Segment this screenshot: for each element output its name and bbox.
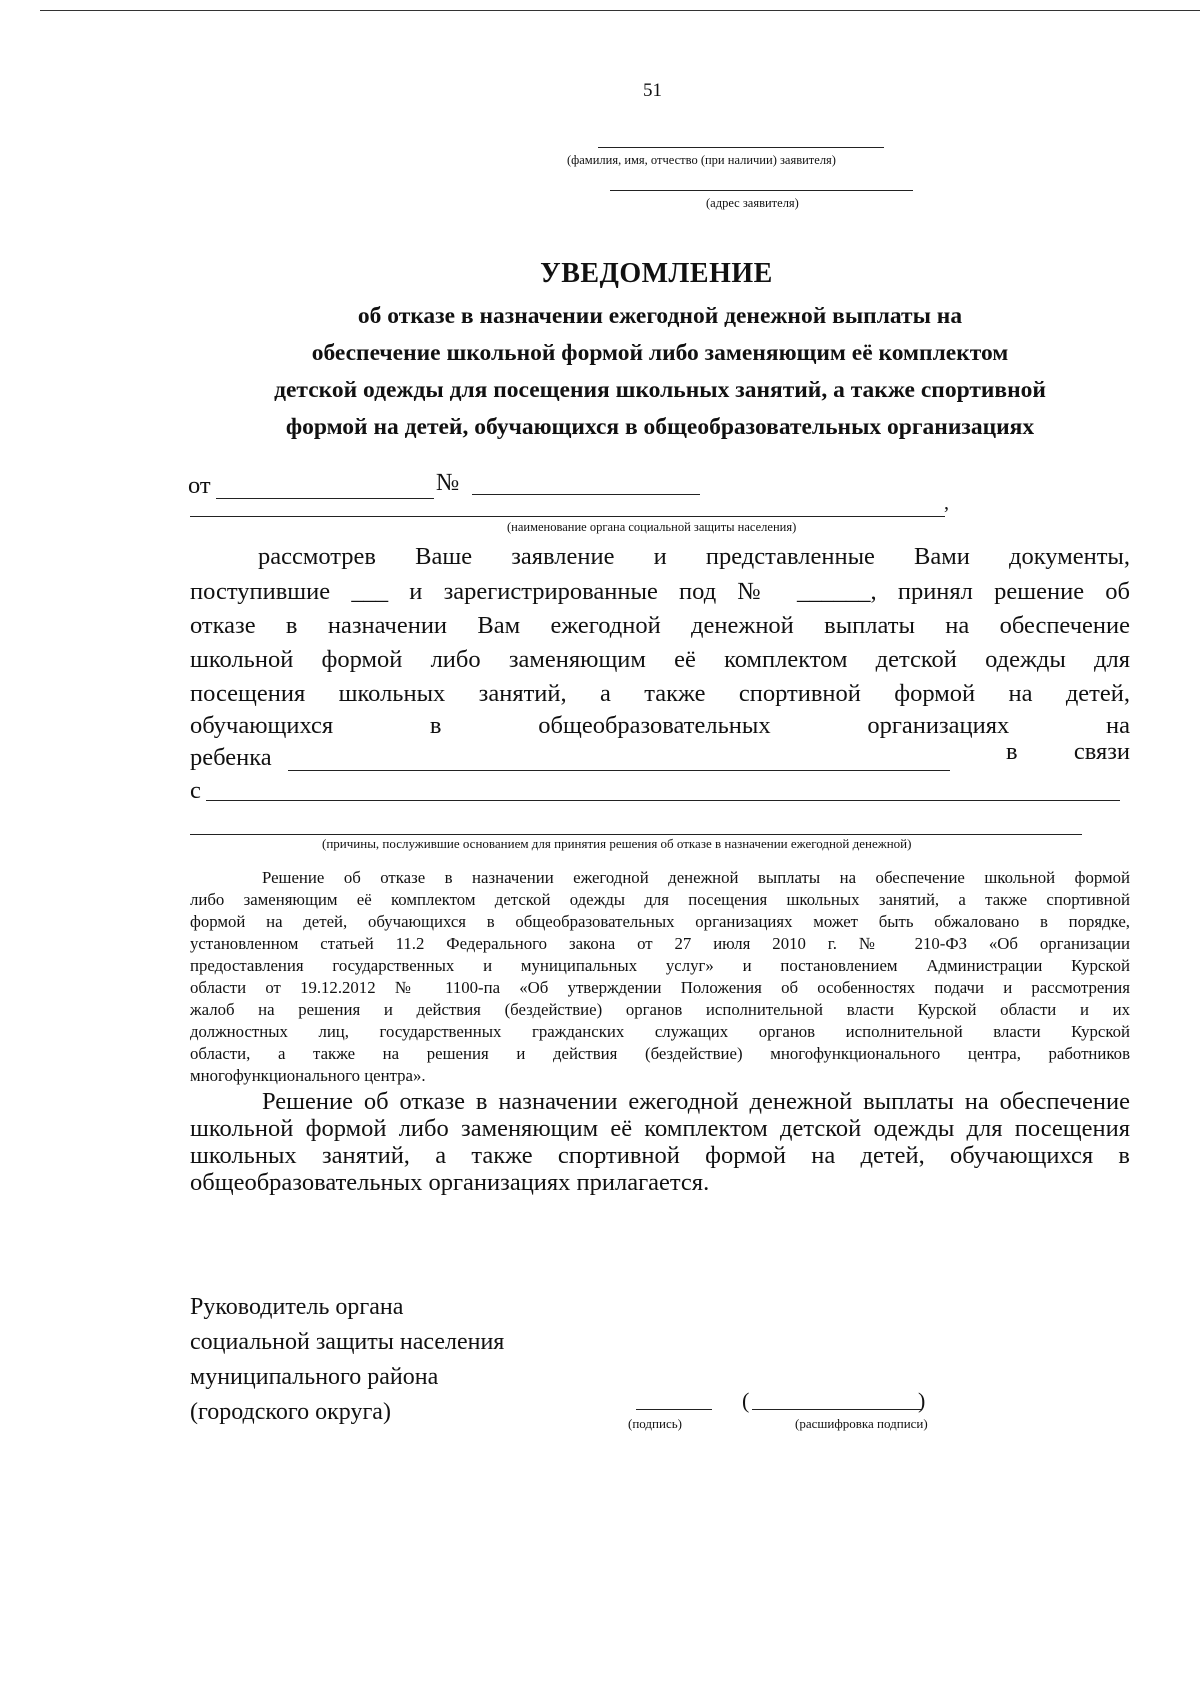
signature-caption: (подпись) bbox=[628, 1416, 682, 1431]
body-line: рассмотрев Ваше заявление и представленные Вами документы, bbox=[258, 543, 1130, 570]
subtitle-line: детской одежды для посещения школьных занятий, а также спортивной bbox=[274, 377, 1046, 403]
appeal-line: формой на детей, обучающихся в общеобразовательных организациях может быть обжаловано в порядке, bbox=[190, 912, 1130, 931]
appeal-line: Решение об отказе в назначении ежегодной денежной выплаты на обеспечение школьной формой bbox=[262, 868, 1130, 887]
page-top-border bbox=[40, 10, 1200, 11]
subtitle-line: формой на детей, обучающихся в общеобразовательных организациях bbox=[285, 414, 1035, 440]
applicant-address-line bbox=[610, 190, 913, 191]
number-blank bbox=[472, 494, 700, 495]
decoding-close-paren: ) bbox=[918, 1388, 926, 1413]
reason-blank-1 bbox=[206, 800, 1120, 801]
reasons-caption: (причины, послужившие основанием для принятия решения об отказе в назначении ежегодной денежной) bbox=[322, 836, 912, 851]
page-number: 51 bbox=[643, 80, 662, 101]
subtitle-line: обеспечение школьной формой либо заменяющим её комплектом bbox=[311, 340, 1009, 366]
body-line: обучающихся в общеобразовательных организациях на bbox=[190, 712, 1130, 739]
attachment-line: общеобразовательных организациях прилагается. bbox=[190, 1169, 710, 1196]
appeal-line: установленном статьей 11.2 Федерального закона от 27 июля 2010 г. № 210-ФЗ «Об организации bbox=[190, 934, 1130, 953]
organ-comma: , bbox=[944, 492, 949, 514]
attachment-line: школьных занятий, а также спортивной формой на детей, обучающихся в bbox=[190, 1142, 1130, 1169]
number-label: № bbox=[436, 469, 460, 496]
attachment-line: Решение об отказе в назначении ежегодной денежной выплаты на обеспечение bbox=[262, 1088, 1130, 1115]
reason-blank-2 bbox=[190, 834, 1082, 835]
with-label: с bbox=[190, 777, 201, 804]
applicant-name-line bbox=[598, 147, 884, 148]
applicant-address-caption: (адрес заявителя) bbox=[706, 196, 799, 210]
in-connection-text: в связи bbox=[1006, 738, 1130, 765]
appeal-line: должностных лиц, государственных гражданских служащих органов исполнительной власти Курской bbox=[190, 1022, 1130, 1041]
decoding-open-paren: ( bbox=[742, 1388, 750, 1413]
appeal-line: области, а также на решения и действия (бездействие) многофункционального центра, работников bbox=[190, 1044, 1130, 1063]
appeal-line: либо заменяющим её комплектом детской одежды для посещения школьных занятий, а также спортивной bbox=[190, 890, 1130, 909]
appeal-line: предоставления государственных и муниципальных услуг» и постановлением Администрации Курской bbox=[190, 956, 1130, 975]
document-subtitle bbox=[190, 298, 1130, 446]
document-title: УВЕДОМЛЕНИЕ bbox=[540, 258, 773, 289]
child-label: ребенка bbox=[190, 744, 272, 771]
body-line: поступившие ___ и зарегистрированные под № ______, принял решение об bbox=[190, 578, 1130, 605]
from-label: от bbox=[188, 472, 211, 499]
attachment-line: школьной формой либо заменяющим её комплектом детской одежды для посещения bbox=[190, 1115, 1130, 1142]
signatory-line: (городского округа) bbox=[190, 1399, 391, 1425]
signatory-block bbox=[190, 1290, 504, 1430]
body-line: школьной формой либо заменяющим её комплектом детской одежды для bbox=[190, 646, 1130, 673]
signatory-line: муниципального района bbox=[190, 1364, 439, 1390]
appeal-line: жалоб на решения и действия (бездействие) органов исполнительной власти Курской области и их bbox=[190, 1000, 1130, 1019]
decoding-line bbox=[752, 1409, 922, 1410]
signatory-line: Руководитель органа bbox=[190, 1294, 404, 1320]
applicant-name-caption: (фамилия, имя, отчество (при наличии) заявителя) bbox=[567, 153, 836, 167]
decoding-caption: (расшифровка подписи) bbox=[795, 1416, 928, 1431]
body-line: посещения школьных занятий, а также спортивной формой на детей, bbox=[190, 680, 1130, 707]
date-blank bbox=[216, 498, 434, 499]
organ-blank bbox=[190, 516, 945, 517]
organ-caption: (наименование органа социальной защиты населения) bbox=[507, 520, 797, 534]
subtitle-line: об отказе в назначении ежегодной денежной выплаты на bbox=[357, 303, 963, 329]
child-blank bbox=[288, 770, 950, 771]
signatory-line: социальной защиты населения bbox=[190, 1329, 505, 1355]
appeal-line: области от 19.12.2012 № 1100-па «Об утверждении Положения об особенностях подачи и рассмотрения bbox=[190, 978, 1130, 997]
body-line: отказе в назначении Вам ежегодной денежной выплаты на обеспечение bbox=[190, 612, 1130, 639]
appeal-line: многофункционального центра». bbox=[190, 1066, 426, 1085]
signature-line bbox=[636, 1409, 712, 1410]
